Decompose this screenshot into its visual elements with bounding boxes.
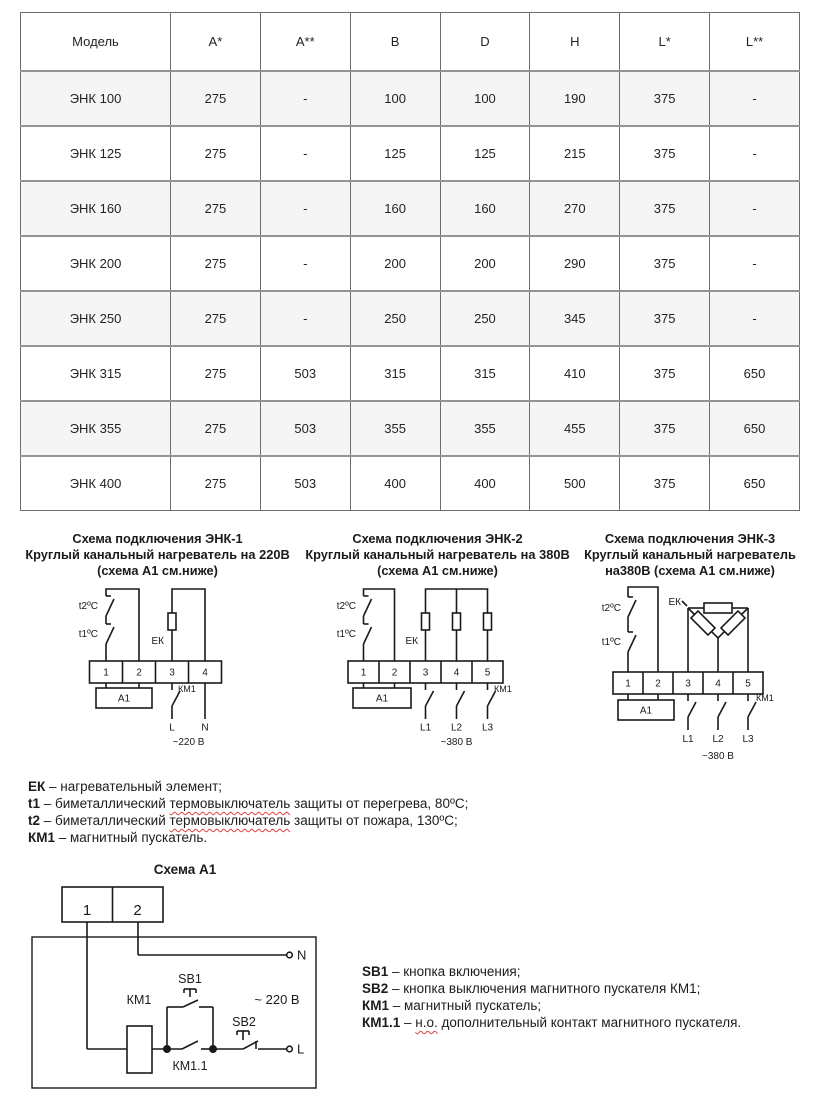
table-cell: 410 bbox=[530, 346, 620, 401]
label-ek: ЕК bbox=[668, 597, 681, 608]
legend-item bbox=[28, 778, 800, 795]
label-a1: А1 bbox=[117, 693, 130, 705]
table-cell: 275 bbox=[171, 181, 261, 236]
label-ek: ЕК bbox=[405, 636, 418, 647]
table-cell: - bbox=[710, 71, 800, 126]
legend-term: t2 bbox=[28, 813, 41, 828]
table-cell: 315 bbox=[350, 346, 440, 401]
terminal-number: 2 bbox=[655, 678, 661, 690]
table-cell: ЭНК 355 bbox=[21, 401, 171, 456]
table-header-row bbox=[21, 13, 800, 71]
title-line: Схема подключения ЭНК-2 bbox=[352, 531, 523, 546]
table-cell: 290 bbox=[530, 236, 620, 291]
table-cell: 215 bbox=[530, 126, 620, 181]
schema-a1-diagram bbox=[20, 862, 350, 1093]
terminal-number: 5 bbox=[745, 678, 751, 690]
circuit-lines bbox=[348, 589, 503, 719]
label-line-l1: L1 bbox=[682, 734, 694, 745]
terminal-number: 3 bbox=[685, 678, 691, 690]
label-t2: t2ºC bbox=[336, 601, 356, 612]
table-row bbox=[21, 236, 800, 291]
label-line-l2: L2 bbox=[450, 722, 462, 734]
table-cell: - bbox=[710, 236, 800, 291]
label-t1: t1ºC bbox=[601, 637, 621, 648]
table-cell: 200 bbox=[440, 236, 530, 291]
table-cell: 275 bbox=[171, 401, 261, 456]
diagram-enk3 bbox=[580, 531, 800, 768]
label-voltage: ~ 220 В bbox=[254, 992, 300, 1007]
table-cell: 125 bbox=[350, 126, 440, 181]
table-cell: 503 bbox=[260, 456, 350, 511]
terminal-number: 1 bbox=[360, 667, 366, 679]
table-cell: 160 bbox=[350, 181, 440, 236]
label-ek: ЕК bbox=[151, 636, 164, 647]
column-header: D bbox=[440, 13, 530, 71]
label-line-l: L bbox=[168, 722, 175, 734]
table-cell: - bbox=[710, 291, 800, 346]
title-line: Круглый канальный нагреватель bbox=[584, 547, 796, 562]
column-header: L** bbox=[710, 13, 800, 71]
legend-term: КМ1 bbox=[28, 830, 55, 845]
label-km1: КМ1 bbox=[493, 684, 512, 694]
legend-text-pre: – кнопка выключения магнитного пускателя КМ1; bbox=[388, 981, 701, 996]
circuit-labels bbox=[83, 902, 307, 1073]
column-header: Модель bbox=[21, 13, 171, 71]
title-line: (схема А1 см.ниже) bbox=[377, 563, 498, 578]
legend-text-pre: – магнитный пускатель; bbox=[389, 998, 542, 1013]
legend-text-post: дополнительный контакт магнитного пускателя. bbox=[437, 1015, 742, 1030]
terminal-number: 1 bbox=[82, 902, 92, 919]
diagram-enk2-title bbox=[295, 531, 580, 579]
label-l: L bbox=[297, 1041, 305, 1057]
label-sb2: SB2 bbox=[232, 1015, 256, 1029]
label-line-l3: L3 bbox=[742, 734, 754, 745]
diagram-enk1-title bbox=[20, 531, 295, 579]
table-cell: 200 bbox=[350, 236, 440, 291]
label-a1: А1 bbox=[639, 705, 653, 717]
title-line: Схема подключения ЭНК-3 bbox=[604, 531, 776, 546]
column-header: B bbox=[350, 13, 440, 71]
legend-text-pre: – bbox=[400, 1015, 416, 1030]
terminal-number: 5 bbox=[484, 667, 490, 679]
title-line: на380В (схема А1 см.ниже) bbox=[605, 563, 775, 578]
legend-item bbox=[362, 980, 741, 997]
label-t1: t1ºC bbox=[78, 629, 98, 640]
table-cell: 160 bbox=[440, 181, 530, 236]
column-header: A** bbox=[260, 13, 350, 71]
legend-term: SB1 bbox=[362, 964, 389, 979]
terminal-number: 4 bbox=[201, 667, 208, 679]
column-header: L* bbox=[620, 13, 710, 71]
legend-item bbox=[28, 812, 800, 829]
table-cell: 650 bbox=[710, 401, 800, 456]
legend-text-post: защиты от пожара, 130ºС; bbox=[290, 813, 458, 828]
legend-item bbox=[362, 1014, 741, 1031]
terminal-number: 2 bbox=[133, 902, 142, 919]
table-cell: ЭНК 400 bbox=[21, 456, 171, 511]
label-n: N bbox=[297, 947, 307, 963]
legend-item bbox=[28, 795, 800, 812]
table-row bbox=[21, 291, 800, 346]
diagram-enk1-svg bbox=[48, 583, 268, 748]
title-line: Схема подключения ЭНК-1 bbox=[72, 531, 243, 546]
label-line-l3: L3 bbox=[481, 722, 493, 734]
title-line: Круглый канальный нагреватель на 220В bbox=[25, 547, 290, 562]
title-line: Круглый канальный нагреватель на 380В bbox=[305, 547, 570, 562]
label-voltage: ~380 В bbox=[440, 737, 472, 748]
terminal-number: 3 bbox=[168, 667, 175, 679]
legend-text-pre: – биметаллический bbox=[40, 796, 170, 811]
table-cell: 375 bbox=[620, 456, 710, 511]
table-cell: - bbox=[260, 71, 350, 126]
legend-item bbox=[362, 997, 741, 1014]
legend-item bbox=[28, 829, 800, 846]
diagram-enk1 bbox=[20, 531, 295, 768]
label-voltage: ~380 В bbox=[702, 751, 734, 762]
label-t2: t2ºC bbox=[78, 601, 98, 612]
table-cell: 355 bbox=[440, 401, 530, 456]
table-cell: ЭНК 100 bbox=[21, 71, 171, 126]
label-km1: КМ1 bbox=[756, 693, 774, 703]
terminal-number: 1 bbox=[102, 667, 109, 679]
diagram-enk3-svg bbox=[595, 583, 785, 768]
label-sb1: SB1 bbox=[178, 972, 202, 986]
schema-a1-svg bbox=[25, 883, 345, 1093]
label-t1: t1ºC bbox=[336, 629, 356, 640]
terminal-number: 2 bbox=[391, 667, 397, 679]
table-cell: 500 bbox=[530, 456, 620, 511]
legend-term: КМ1.1 bbox=[362, 1015, 401, 1030]
table-cell: 400 bbox=[440, 456, 530, 511]
label-line-n: N bbox=[200, 722, 209, 734]
table-cell: 315 bbox=[440, 346, 530, 401]
table-cell: 375 bbox=[620, 346, 710, 401]
legend-term: SB2 bbox=[362, 981, 389, 996]
label-line-l2: L2 bbox=[712, 734, 724, 745]
table-cell: ЭНК 200 bbox=[21, 236, 171, 291]
table-cell: 375 bbox=[620, 181, 710, 236]
table-cell: 275 bbox=[171, 236, 261, 291]
legend-text-underlined: н.о. bbox=[415, 1015, 438, 1030]
table-cell: 375 bbox=[620, 236, 710, 291]
table-row bbox=[21, 346, 800, 401]
table-cell: 345 bbox=[530, 291, 620, 346]
label-km1: КМ1 bbox=[177, 684, 196, 694]
table-cell: 275 bbox=[171, 456, 261, 511]
table-cell: 400 bbox=[350, 456, 440, 511]
legend-text-pre: – биметаллический bbox=[40, 813, 170, 828]
table-cell: ЭНК 315 bbox=[21, 346, 171, 401]
table-cell: ЭНК 250 bbox=[21, 291, 171, 346]
table-cell: 650 bbox=[710, 456, 800, 511]
table-cell: 270 bbox=[530, 181, 620, 236]
table-cell: 355 bbox=[350, 401, 440, 456]
label-km1: КМ1 bbox=[126, 993, 152, 1007]
legend-text-pre: – магнитный пускатель. bbox=[55, 830, 208, 845]
table-row bbox=[21, 126, 800, 181]
table-cell: 375 bbox=[620, 401, 710, 456]
table-cell: 650 bbox=[710, 346, 800, 401]
table-cell: 190 bbox=[530, 71, 620, 126]
legend-term: КМ1 bbox=[362, 998, 389, 1013]
table-cell: 250 bbox=[350, 291, 440, 346]
diagram-enk3-title bbox=[580, 531, 800, 579]
table-cell: ЭНК 125 bbox=[21, 126, 171, 181]
label-voltage: ~220 В bbox=[172, 737, 204, 748]
table-cell: 275 bbox=[171, 291, 261, 346]
terminal-number: 4 bbox=[453, 667, 459, 679]
table-cell: 455 bbox=[530, 401, 620, 456]
column-header: H bbox=[530, 13, 620, 71]
spec-table bbox=[20, 12, 800, 511]
legend-schema-a1 bbox=[362, 963, 741, 1031]
legend-text-pre: – кнопка включения; bbox=[388, 964, 521, 979]
table-cell: 375 bbox=[620, 126, 710, 181]
table-cell: 125 bbox=[440, 126, 530, 181]
schema-a1-section bbox=[20, 862, 800, 1093]
legend-term: ЕК bbox=[28, 779, 46, 794]
table-row bbox=[21, 181, 800, 236]
table-cell: 100 bbox=[440, 71, 530, 126]
table-cell: 375 bbox=[620, 291, 710, 346]
terminal-number: 1 bbox=[625, 678, 631, 690]
table-cell: - bbox=[710, 126, 800, 181]
schema-a1-title: Схема А1 bbox=[153, 862, 217, 877]
table-cell: - bbox=[260, 291, 350, 346]
legend-components bbox=[28, 778, 800, 846]
diagram-enk2-svg bbox=[318, 583, 558, 748]
table-row bbox=[21, 401, 800, 456]
label-km11: КМ1.1 bbox=[172, 1059, 208, 1073]
circuit-lines bbox=[32, 887, 316, 1088]
table-cell: 375 bbox=[620, 71, 710, 126]
table-cell: 503 bbox=[260, 401, 350, 456]
table-cell: - bbox=[260, 236, 350, 291]
legend-text-underlined: термовыключатель bbox=[169, 796, 291, 811]
circuit-lines bbox=[89, 589, 221, 719]
table-cell: 275 bbox=[171, 346, 261, 401]
table-cell: 250 bbox=[440, 291, 530, 346]
table-cell: 503 bbox=[260, 346, 350, 401]
terminal-number: 2 bbox=[135, 667, 142, 679]
label-line-l1: L1 bbox=[419, 722, 431, 734]
wiring-diagrams-row bbox=[20, 531, 800, 768]
terminal-number: 4 bbox=[715, 678, 721, 690]
title-line: (схема А1 см.ниже) bbox=[97, 563, 218, 578]
legend-text-post: защиты от перегрева, 80ºС; bbox=[290, 796, 469, 811]
table-cell: - bbox=[260, 181, 350, 236]
circuit-lines bbox=[613, 587, 763, 730]
column-header: A* bbox=[171, 13, 261, 71]
legend-text-underlined: термовыключатель bbox=[169, 813, 291, 828]
terminal-number: 3 bbox=[422, 667, 428, 679]
table-cell: 275 bbox=[171, 126, 261, 181]
table-cell: 275 bbox=[171, 71, 261, 126]
table-cell: - bbox=[710, 181, 800, 236]
table-cell: - bbox=[260, 126, 350, 181]
table-row bbox=[21, 71, 800, 126]
label-t2: t2ºC bbox=[601, 603, 621, 614]
table-cell: 100 bbox=[350, 71, 440, 126]
table-row bbox=[21, 456, 800, 511]
legend-text-pre: – нагревательный элемент; bbox=[45, 779, 223, 794]
legend-term: t1 bbox=[28, 796, 41, 811]
label-a1: А1 bbox=[375, 693, 388, 705]
legend-item bbox=[362, 963, 741, 980]
diagram-enk2 bbox=[295, 531, 580, 768]
table-cell: ЭНК 160 bbox=[21, 181, 171, 236]
